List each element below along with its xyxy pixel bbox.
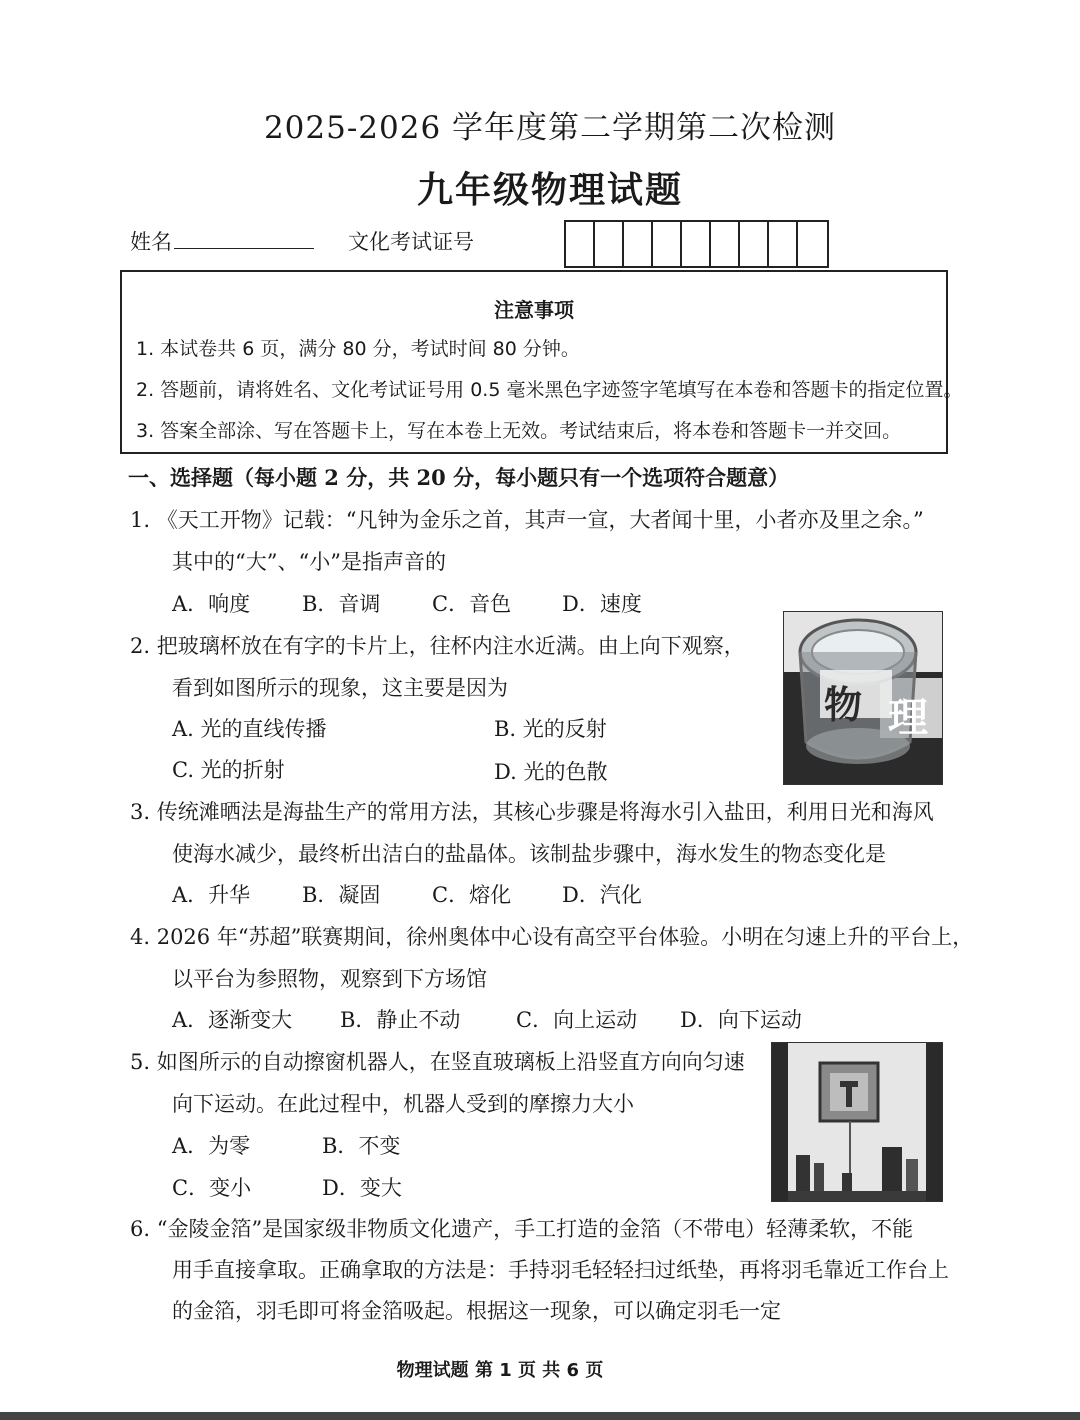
id-digit-cell[interactable] [798,222,827,266]
question-4-option-d[interactable]: D．向下运动 [680,1008,802,1032]
question-3-line-1: 3. 传统滩晒法是海盐生产的常用方法，其核心步骤是将海水引入盐田，利用日光和海风 [130,800,934,824]
name-field[interactable] [174,248,314,249]
notice-box [120,270,963,454]
question-3-option-d[interactable]: D．汽化 [562,883,642,907]
id-digit-cell[interactable] [682,222,711,266]
question-4-line-2: 以平台为参照物，观察到下方场馆 [172,967,487,991]
id-digit-cell[interactable] [711,222,740,266]
question-2-option-b[interactable]: B. 光的反射 [494,717,607,741]
question-5-option-b[interactable]: B．不变 [322,1134,401,1158]
section-heading: 一、选择题（每小题 2 分，共 20 分，每小题只有一个选项符合题意） [128,465,790,490]
bottom-edge [0,1412,1080,1420]
window-robot-figure [771,1042,943,1202]
notice-item: 2. 答题前，请将姓名、文化考试证号用 0.5 毫米黑色字迹签字笔填写在本卷和答题卡的指定位置。 [136,379,963,401]
question-2-option-d[interactable]: D. 光的色散 [494,760,608,784]
id-digit-cell[interactable] [740,222,769,266]
question-6-line-2: 用手直接拿取。正确拿取的方法是：手持羽毛轻轻扫过纸垫，再将羽毛靠近工作台上 [172,1258,949,1282]
question-5-line-2: 向下运动。在此过程中，机器人受到的摩擦力大小 [172,1092,634,1116]
question-5-option-c[interactable]: C．变小 [172,1176,252,1200]
question-4-option-c[interactable]: C．向上运动 [516,1008,638,1032]
question-1-option-c[interactable]: C．音色 [432,592,512,616]
id-digit-cell[interactable] [595,222,624,266]
exam-subtitle: 九年级物理试题 [416,169,683,211]
question-1-line-2: 其中的“大”、“小”是指声音的 [172,550,446,574]
question-5-line-1: 5. 如图所示的自动擦窗机器人，在竖直玻璃板上沿竖直方向向匀速 [130,1050,745,1074]
question-3-line-2: 使海水减少，最终析出洁白的盐晶体。该制盐步骤中，海水发生的物态变化是 [172,842,886,866]
question-2-line-1: 2. 把玻璃杯放在有字的卡片上，往杯内注水近满。由上向下观察， [130,634,745,658]
window-robot-image [772,1043,942,1201]
name-label: 姓名 [130,230,172,254]
question-6-line-1: 6. “金陵金箔”是国家级非物质文化遗产，手工打造的金箔（不带电）轻薄柔软，不能 [130,1217,914,1241]
question-1-option-d[interactable]: D．速度 [562,592,642,616]
glass-water-figure [783,611,943,785]
question-3-option-c[interactable]: C．熔化 [432,883,512,907]
question-3-option-a[interactable]: A．升华 [172,883,251,907]
notice-item: 3. 答案全部涂、写在答题卡上，写在本卷上无效。考试结束后，将本卷和答题卡一并交回。 [136,420,902,442]
id-digit-cell[interactable] [566,222,595,266]
question-1-line-1: 1. 《天工开物》记载：“凡钟为金乐之首，其声一宣，大者闻十里，小者亦及里之余。” [130,508,924,532]
question-2-option-c[interactable]: C. 光的折射 [172,758,285,782]
question-1-option-b[interactable]: B．音调 [302,592,381,616]
glass-image-char: 物 [824,682,863,727]
page-footer: 物理试题 第 1 页 共 6 页 [396,1360,604,1381]
question-5-option-d[interactable]: D．变大 [322,1176,402,1200]
notice-title: 注意事项 [494,298,574,322]
question-4-option-a[interactable]: A．逐渐变大 [172,1008,293,1032]
question-4-option-b[interactable]: B．静止不动 [340,1008,461,1032]
question-6-line-3: 的金箔，羽毛即可将金箔吸起。根据这一现象，可以确定羽毛一定 [172,1299,781,1323]
question-2-option-a[interactable]: A. 光的直线传播 [172,717,327,741]
question-3-option-b[interactable]: B．凝固 [302,883,381,907]
id-digit-cell[interactable] [769,222,798,266]
question-1-option-a[interactable]: A．响度 [172,592,251,616]
question-2-line-2: 看到如图所示的现象，这主要是因为 [172,676,508,700]
id-label: 文化考试证号 [348,230,474,254]
id-digit-cell[interactable] [653,222,682,266]
exam-title: 2025-2026 学年度第二学期第二次检测 [263,110,837,146]
glass-image-char-2: 理 [888,694,928,741]
question-4-line-1: 4. 2026 年“苏超”联赛期间，徐州奥体中心设有高空平台体验。小明在匀速上升的平台上， [130,925,974,949]
notice-item: 1. 本试卷共 6 页，满分 80 分，考试时间 80 分钟。 [136,338,580,360]
question-5-option-a[interactable]: A．为零 [172,1134,251,1158]
id-number-boxes[interactable] [564,220,829,268]
id-digit-cell[interactable] [624,222,653,266]
